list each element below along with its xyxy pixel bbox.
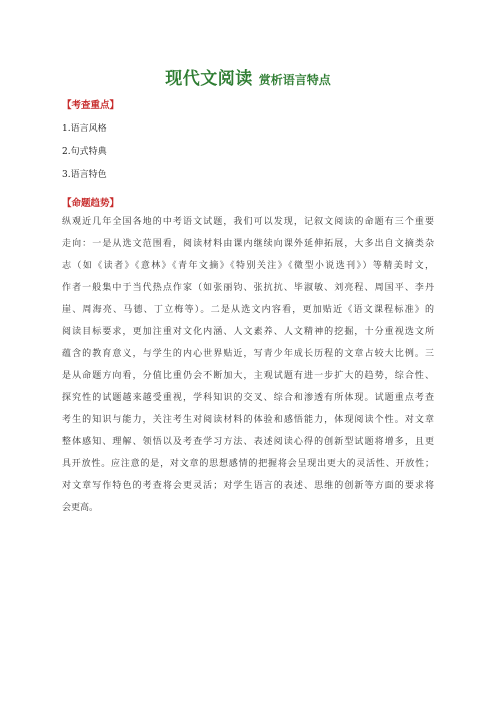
paragraph-line: 作者一般集中于当代热点作家（如张丽钧、张抗抗、毕淑敏、刘亮程、周国平、李丹 — [62, 283, 434, 293]
list-item: 1.语言风格 — [62, 124, 107, 134]
paragraph-line: 整体感知、理解、领悟以及考查学习方法、表述阅读心得的创新型试题将增多，且更 — [62, 437, 434, 447]
title-main: 现代文阅读 — [165, 69, 253, 89]
paragraph-line: 探究性的试题越来越受重视，学科知识的交叉、综合和渗透有所体现。试题重点考查 — [62, 393, 434, 403]
paragraph-line: 会更高。 — [62, 503, 99, 513]
body-paragraph — [62, 211, 434, 519]
section-tag-key-points: 【考查重点】 — [62, 100, 120, 111]
section-tag-trends: 【命题趋势】 — [62, 198, 120, 209]
paragraph-line: 考生的知识与能力，关注考生对阅读材料的体验和感悟能力，体现阅读个性。对文章 — [62, 415, 434, 425]
page-title — [0, 64, 496, 89]
paragraph-line: 纵观近几年全国各地的中考语文试题，我们可以发现，记叙文阅读的命题有三个重要 — [62, 217, 434, 227]
paragraph-line: 走向：一是从选文范围看，阅读材料由课内继续向课外延伸拓展，大多出自文摘类杂 — [62, 239, 434, 249]
paragraph-line: 是从命题方向看，分值比重仍会不断加大，主观试题有进一步扩大的趋势，综合性、 — [62, 371, 434, 381]
paragraph-line: 崖、周海亮、马德、丁立梅等）。二是从选文内容看，更加贴近《语文课程标准》的 — [62, 305, 434, 315]
paragraph-line: 具开放性。应注意的是，对文章的思想感情的把握将会呈现出更大的灵活性、开放性； — [62, 459, 434, 469]
paragraph-line: 志（如《读者》《意林》《青年文摘》《特别关注》《微型小说选刊》）等精美时文， — [62, 261, 434, 271]
paragraph-line: 蕴含的教育意义，与学生的内心世界贴近，写青少年成长历程的文章占较大比例。三 — [62, 349, 434, 359]
list-item: 2.句式特典 — [62, 147, 107, 157]
paragraph-line: 对文章写作特色的考查将会更灵活；对学生语言的表述、思维的创新等方面的要求将 — [62, 481, 434, 491]
list-item: 3.语言特色 — [62, 170, 107, 180]
paragraph-line: 阅读目标要求，更加注重对文化内涵、人文素养、人文精神的挖掘，十分重视选文所 — [62, 327, 434, 337]
title-subtitle: 赏析语言特点 — [258, 73, 331, 87]
